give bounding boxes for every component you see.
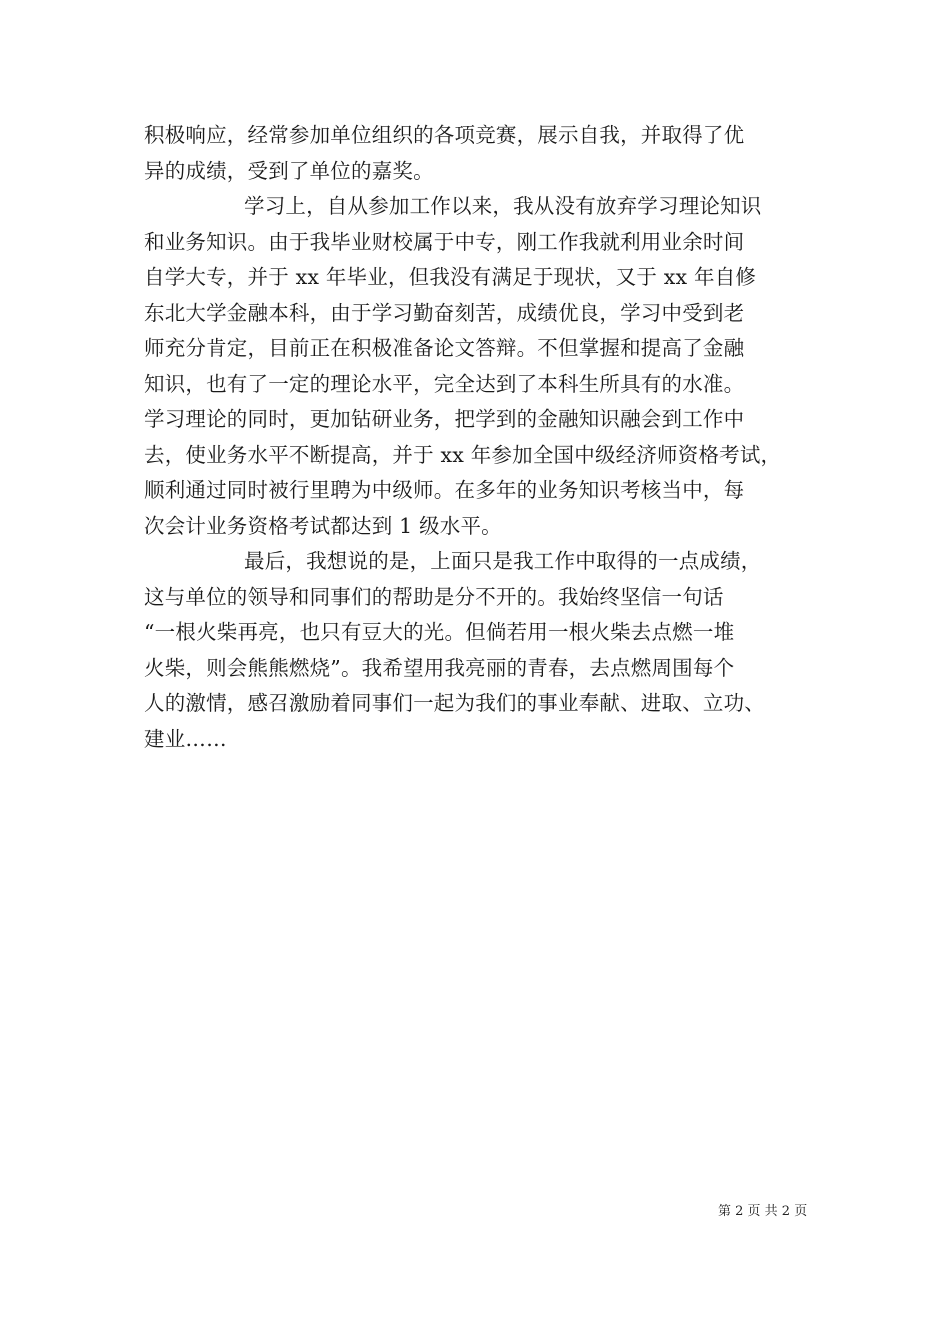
text-line: 建业…… [144, 726, 227, 751]
paragraph-start-line: 最后，我想说的是，上面只是我工作中取得的一点成绩， [244, 549, 762, 573]
text-line: 这与单位的领导和同事们的帮助是分不开的。我始终坚信一句话 [144, 584, 724, 609]
text-line: 积极响应，经常参加单位组织的各项竞赛，展示自我，并取得了优 [144, 123, 745, 147]
text-line: 学习理论的同时，更加钻研业务，把学到的金融知识融会到工作中 [144, 407, 745, 431]
text-line: 去，使业务水平不断提高，并于 xx 年参加全国中级经济师资格考试， [144, 442, 782, 467]
text-line: 东北大学金融本科，由于学习勤奋刻苦，成绩优良，学习中受到老 [144, 300, 745, 325]
text-line: 顺利通过同时被行里聘为中级师。在多年的业务知识考核当中，每 [144, 478, 745, 502]
text-line: 异的成绩，受到了单位的嘉奖。 [144, 158, 434, 183]
body-text [144, 118, 824, 757]
text-line: 知识，也有了一定的理论水平，完全达到了本科生所具有的水准。 [144, 371, 745, 396]
text-line: 火柴，则会熊熊燃烧”。我希望用我亮丽的青春，去点燃周围每个 [144, 655, 735, 680]
text-line: “一根火柴再亮，也只有豆大的光。但倘若用一根火柴去点燃一堆 [144, 620, 735, 644]
page-number-footer: 第 2 页 共 2 页 [718, 1204, 808, 1219]
text-line: 次会计业务资格考试都达到 1 级水平。 [144, 513, 502, 538]
paragraph-start-line: 学习上，自从参加工作以来，我从没有放弃学习理论知识 [244, 194, 762, 218]
text-line: 师充分肯定，目前正在积极准备论文答辩。不但掌握和提高了金融 [144, 336, 745, 360]
text-line: 和业务知识。由于我毕业财校属于中专，刚工作我就利用业余时间 [144, 229, 745, 254]
text-line: 自学大专，并于 xx 年毕业，但我没有满足于现状，又于 xx 年自修 [144, 265, 757, 289]
text-line: 人的激情，感召激励着同事们一起为我们的事业奉献、进取、立功、 [144, 691, 765, 715]
